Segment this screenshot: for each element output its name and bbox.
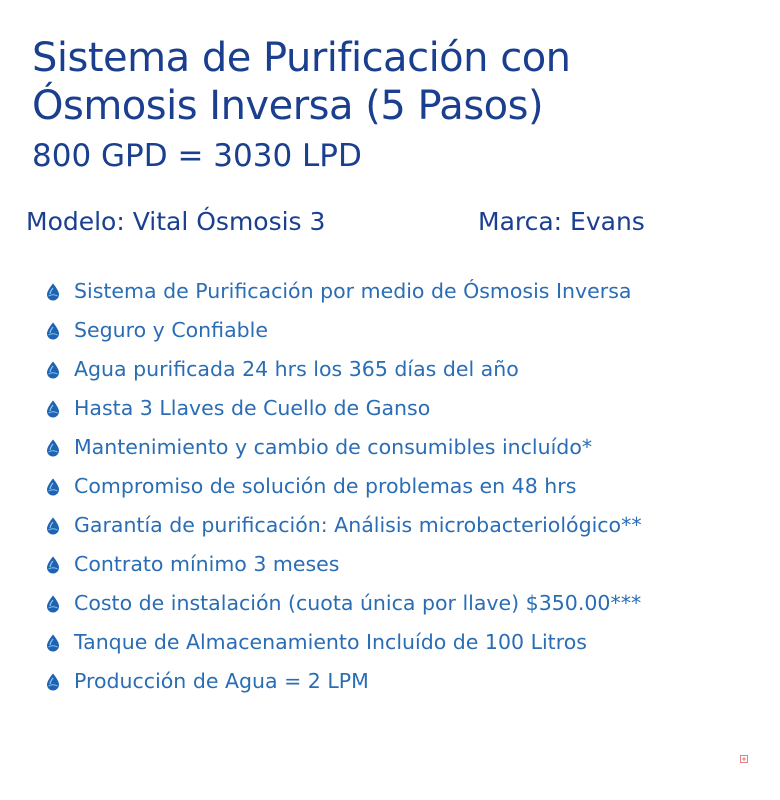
list-item bbox=[46, 272, 746, 311]
feature-text: Compromiso de solución de problemas en 48 hrs bbox=[74, 474, 577, 498]
water-drop-icon bbox=[46, 673, 60, 691]
feature-list bbox=[46, 272, 746, 701]
list-item bbox=[46, 350, 746, 389]
list-item bbox=[46, 506, 746, 545]
water-drop-icon bbox=[46, 595, 60, 613]
water-drop-icon bbox=[46, 517, 60, 535]
water-drop-icon bbox=[46, 478, 60, 496]
water-drop-icon bbox=[46, 361, 60, 379]
water-drop-icon bbox=[46, 556, 60, 574]
feature-text: Costo de instalación (cuota única por llave) $350.00*** bbox=[74, 591, 642, 615]
product-meta bbox=[26, 202, 746, 242]
feature-text: Garantía de purificación: Análisis microbacteriológico** bbox=[74, 513, 642, 537]
feature-text: Tanque de Almacenamiento Incluído de 100 Litros bbox=[74, 630, 587, 654]
broken-image-icon bbox=[740, 755, 748, 763]
list-item bbox=[46, 545, 746, 584]
feature-text: Agua purificada 24 hrs los 365 días del año bbox=[74, 357, 519, 381]
feature-text: Contrato mínimo 3 meses bbox=[74, 552, 340, 576]
feature-text: Hasta 3 Llaves de Cuello de Ganso bbox=[74, 396, 431, 420]
list-item bbox=[46, 428, 746, 467]
list-item bbox=[46, 584, 746, 623]
water-drop-icon bbox=[46, 439, 60, 457]
capacity-subtitle: 800 GPD = 3030 LPD bbox=[32, 138, 362, 174]
title-line-2: Ósmosis Inversa (5 Pasos) bbox=[32, 83, 544, 129]
title-line-1: Sistema de Purificación con bbox=[32, 35, 571, 81]
brand-label: Marca: Evans bbox=[478, 207, 645, 236]
feature-text: Seguro y Confiable bbox=[74, 318, 268, 342]
list-item bbox=[46, 623, 746, 662]
list-item bbox=[46, 467, 746, 506]
water-drop-icon bbox=[46, 322, 60, 340]
model-label: Modelo: Vital Ósmosis 3 bbox=[26, 207, 326, 236]
list-item bbox=[46, 662, 746, 701]
feature-text: Producción de Agua = 2 LPM bbox=[74, 669, 369, 693]
list-item bbox=[46, 311, 746, 350]
water-drop-icon bbox=[46, 634, 60, 652]
page-title bbox=[32, 34, 752, 130]
water-drop-icon bbox=[46, 400, 60, 418]
feature-text: Mantenimiento y cambio de consumibles incluído* bbox=[74, 435, 593, 459]
feature-text: Sistema de Purificación por medio de Ósmosis Inversa bbox=[74, 279, 632, 303]
water-drop-icon bbox=[46, 283, 60, 301]
list-item bbox=[46, 389, 746, 428]
